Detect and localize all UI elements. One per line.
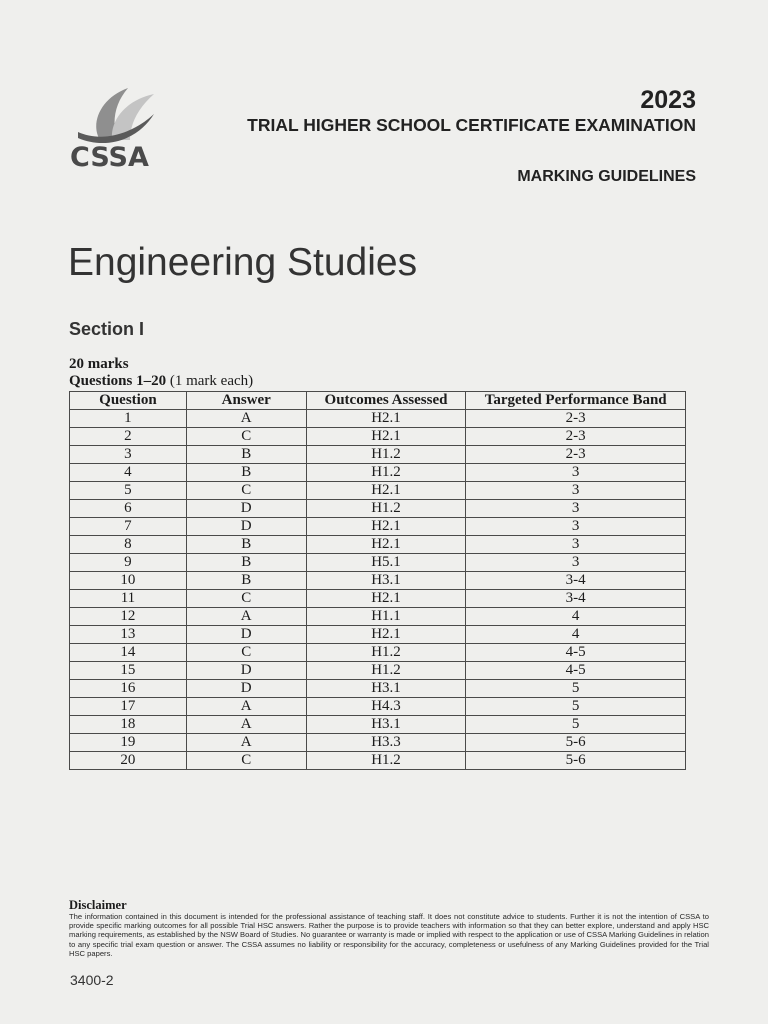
cell-question: 18 [70,716,187,734]
cell-question: 15 [70,662,187,680]
header-question: Question [70,392,187,410]
table-row [70,644,686,662]
cell-question: 1 [70,410,187,428]
cell-band: 5-6 [466,752,686,770]
document-type: MARKING GUIDELINES [517,168,696,185]
cell-answer: C [186,590,306,608]
cell-question: 4 [70,464,187,482]
cell-outcome: H1.1 [306,608,466,626]
cell-answer: C [186,482,306,500]
cell-answer: D [186,518,306,536]
disclaimer-text: The information contained in this document is intended for the professional assistance of teaching staff. It does not constitute advice to students. Further it is not the intention of CSSA to provide specific marking outcomes for all possible Trial HSC answers. Rather the purpose is to provide teachers with information so that they can better explore, understand and apply HSC marking requirements, as established by the NSW Board of Studies. No guarantee or warranty is made or implied with respect to the application or use of CSSA Marking Guidelines in relation to any specific trial exam question or answer. The CSSA assumes no liability or responsibility for the accuracy, completeness or usefulness of any Marking Guidelines provided for the Trial HSC papers. [69,912,709,958]
cell-answer: B [186,464,306,482]
cell-outcome: H1.2 [306,644,466,662]
cell-question: 11 [70,590,187,608]
cell-outcome: H5.1 [306,554,466,572]
section-title: Section I [69,319,145,339]
cell-band: 3 [466,464,686,482]
disclaimer-title: Disclaimer [69,898,127,912]
cell-outcome: H3.1 [306,716,466,734]
cell-question: 9 [70,554,187,572]
cell-outcome: H2.1 [306,536,466,554]
table-row [70,536,686,554]
table-row [70,734,686,752]
table-row [70,410,686,428]
cell-question: 19 [70,734,187,752]
cell-answer: A [186,734,306,752]
cell-outcome: H4.3 [306,698,466,716]
table-row [70,716,686,734]
cell-band: 2-3 [466,446,686,464]
document-code: 3400-2 [70,972,114,988]
cell-question: 16 [70,680,187,698]
cell-outcome: H2.1 [306,518,466,536]
cell-question: 20 [70,752,187,770]
cell-question: 2 [70,428,187,446]
table-row [70,554,686,572]
section-marks: 20 marks [69,356,129,372]
cell-answer: B [186,446,306,464]
cell-band: 2-3 [466,410,686,428]
cell-band: 3 [466,518,686,536]
table-row [70,698,686,716]
cell-band: 3 [466,554,686,572]
cell-band: 5 [466,680,686,698]
cell-answer: A [186,716,306,734]
table-header-row [70,392,686,410]
cell-outcome: H2.1 [306,626,466,644]
cell-question: 14 [70,644,187,662]
cell-outcome: H1.2 [306,446,466,464]
cell-answer: B [186,536,306,554]
cell-answer: A [186,410,306,428]
cell-answer: B [186,572,306,590]
cell-band: 4-5 [466,662,686,680]
cell-answer: B [186,554,306,572]
cell-answer: C [186,644,306,662]
cell-outcome: H1.2 [306,500,466,518]
cell-question: 12 [70,608,187,626]
cell-outcome: H3.3 [306,734,466,752]
table-row [70,608,686,626]
table-row [70,518,686,536]
cell-band: 4 [466,626,686,644]
table-row [70,662,686,680]
table-row [70,500,686,518]
cell-question: 13 [70,626,187,644]
cell-answer: D [186,626,306,644]
cell-question: 7 [70,518,187,536]
table-row [70,464,686,482]
cell-question: 3 [70,446,187,464]
exam-year: 2023 [640,86,696,114]
cell-outcome: H3.1 [306,572,466,590]
cell-question: 5 [70,482,187,500]
question-range-label: Questions 1–20 [69,373,167,389]
table-row [70,680,686,698]
cell-band: 3-4 [466,590,686,608]
cell-outcome: H1.2 [306,464,466,482]
cell-band: 4-5 [466,644,686,662]
table-row [70,590,686,608]
cssa-logo [70,84,170,176]
cell-outcome: H2.1 [306,590,466,608]
table-row [70,572,686,590]
cell-outcome: H3.1 [306,680,466,698]
cssa-leaf-mark-icon [70,84,170,144]
cell-band: 2-3 [466,428,686,446]
question-range [69,373,253,390]
logo-wordmark: CSSA [70,142,149,173]
cell-answer: D [186,662,306,680]
cell-band: 4 [466,608,686,626]
cell-answer: A [186,698,306,716]
cell-band: 5 [466,698,686,716]
header-answer: Answer [186,392,306,410]
cell-band: 3-4 [466,572,686,590]
answer-table [69,391,686,770]
cell-question: 6 [70,500,187,518]
cell-band: 3 [466,536,686,554]
cell-question: 8 [70,536,187,554]
table-row [70,752,686,770]
cell-outcome: H1.2 [306,752,466,770]
cell-answer: D [186,680,306,698]
cell-band: 3 [466,482,686,500]
cell-answer: D [186,500,306,518]
cell-band: 5 [466,716,686,734]
cell-outcome: H2.1 [306,428,466,446]
table-row [70,446,686,464]
header-outcomes: Outcomes Assessed [306,392,466,410]
cell-band: 3 [466,500,686,518]
header-performance-band: Targeted Performance Band [466,392,686,410]
cell-answer: A [186,608,306,626]
cell-outcome: H1.2 [306,662,466,680]
table-row [70,428,686,446]
cell-answer: C [186,752,306,770]
answer-table-body [70,410,686,770]
cell-outcome: H2.1 [306,482,466,500]
subject-title: Engineering Studies [68,241,418,284]
cell-question: 10 [70,572,187,590]
cell-answer: C [186,428,306,446]
question-range-note: (1 mark each) [166,373,254,389]
table-row [70,626,686,644]
cell-band: 5-6 [466,734,686,752]
cell-outcome: H2.1 [306,410,466,428]
exam-title: TRIAL HIGHER SCHOOL CERTIFICATE EXAMINATION [247,115,696,135]
table-row [70,482,686,500]
cell-question: 17 [70,698,187,716]
